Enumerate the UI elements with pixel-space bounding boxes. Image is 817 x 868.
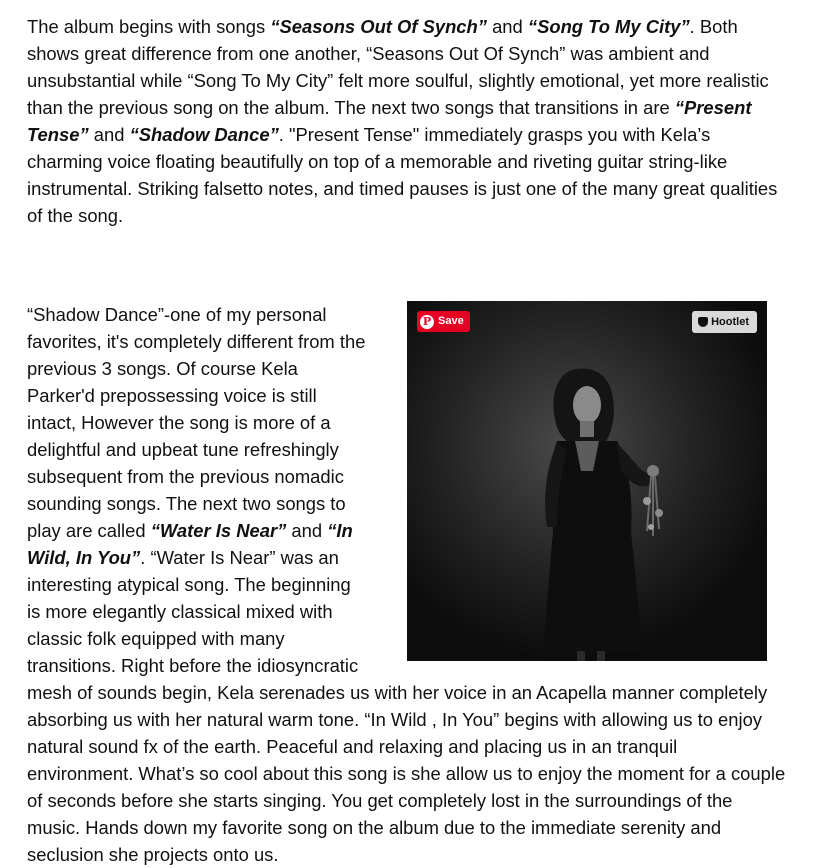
text-run: . “Water Is Near” was an interesting atypical song. The beginning is more elegantly classical mixed with classic folk equipped with many transitions. Right before the idiosyncratic mesh of sounds begin, Kela serenades us with her voice in an Acapella manner completely absorbing us with her natural warm tone. “In Wild , In You” begins with allowing us to enjoy natural sound fx of the earth. Peaceful and relaxing and placing us in an tranquil environment. What’s so cool about this song is she allow us to enjoy the moment for a couple of seconds before she starts singing. You get completely lost in the surroundings of the music. Hands down my favorite song on the album due to the immediate serenity and seclusion she projects onto us. [27, 547, 786, 865]
album-photo [407, 301, 767, 661]
song-title: “Water Is Near” [150, 520, 287, 541]
song-title: “Song To My City” [527, 16, 690, 37]
song-title: “Shadow Dance” [129, 124, 279, 145]
artist-photo [407, 301, 767, 661]
text-run: . Both shows great difference from one another, “Seasons Out Of Synch” was ambient and unsubstantial while “Song To My City” felt more soulful, slightly emotional, yet more realistic than the previous song on the album. The next two songs that transitions in are [27, 16, 769, 118]
song-title: “Seasons Out Of Synch” [270, 16, 487, 37]
paragraph-spacer [27, 229, 787, 301]
text-run: “Shadow Dance”-one of my personal favorites, it's completely different from the previous 3 songs. Of course Kela Parker'd prepossessing voice is still intact, However the song is more of a delightful and upbeat tune refreshingly subsequent from the previous nomadic sounding songs. The next two songs to play are called [27, 304, 366, 541]
text-run: and [88, 124, 130, 145]
hootlet-button[interactable] [692, 311, 757, 333]
pinterest-icon: P [420, 315, 434, 329]
article-body [27, 13, 787, 868]
pinterest-save-button[interactable] [417, 311, 470, 332]
owl-icon [698, 317, 708, 327]
song-title: “Present Tense” [27, 97, 752, 145]
paragraph-1 [27, 13, 787, 229]
text-run: The album begins with songs [27, 16, 271, 37]
text-run: . "Present Tense" immediately grasps you with Kela’s charming voice floating beautifully on top of a memorable and riveting guitar string-like instrumental. Striking falsetto notes, and timed pauses is just one of the many great qualities of the song. [27, 124, 778, 226]
song-title: “In Wild, In You” [27, 520, 353, 568]
text-run: and [286, 520, 328, 541]
hootlet-label: Hootlet [711, 316, 749, 328]
save-label: Save [438, 315, 464, 327]
text-run: and [486, 16, 528, 37]
